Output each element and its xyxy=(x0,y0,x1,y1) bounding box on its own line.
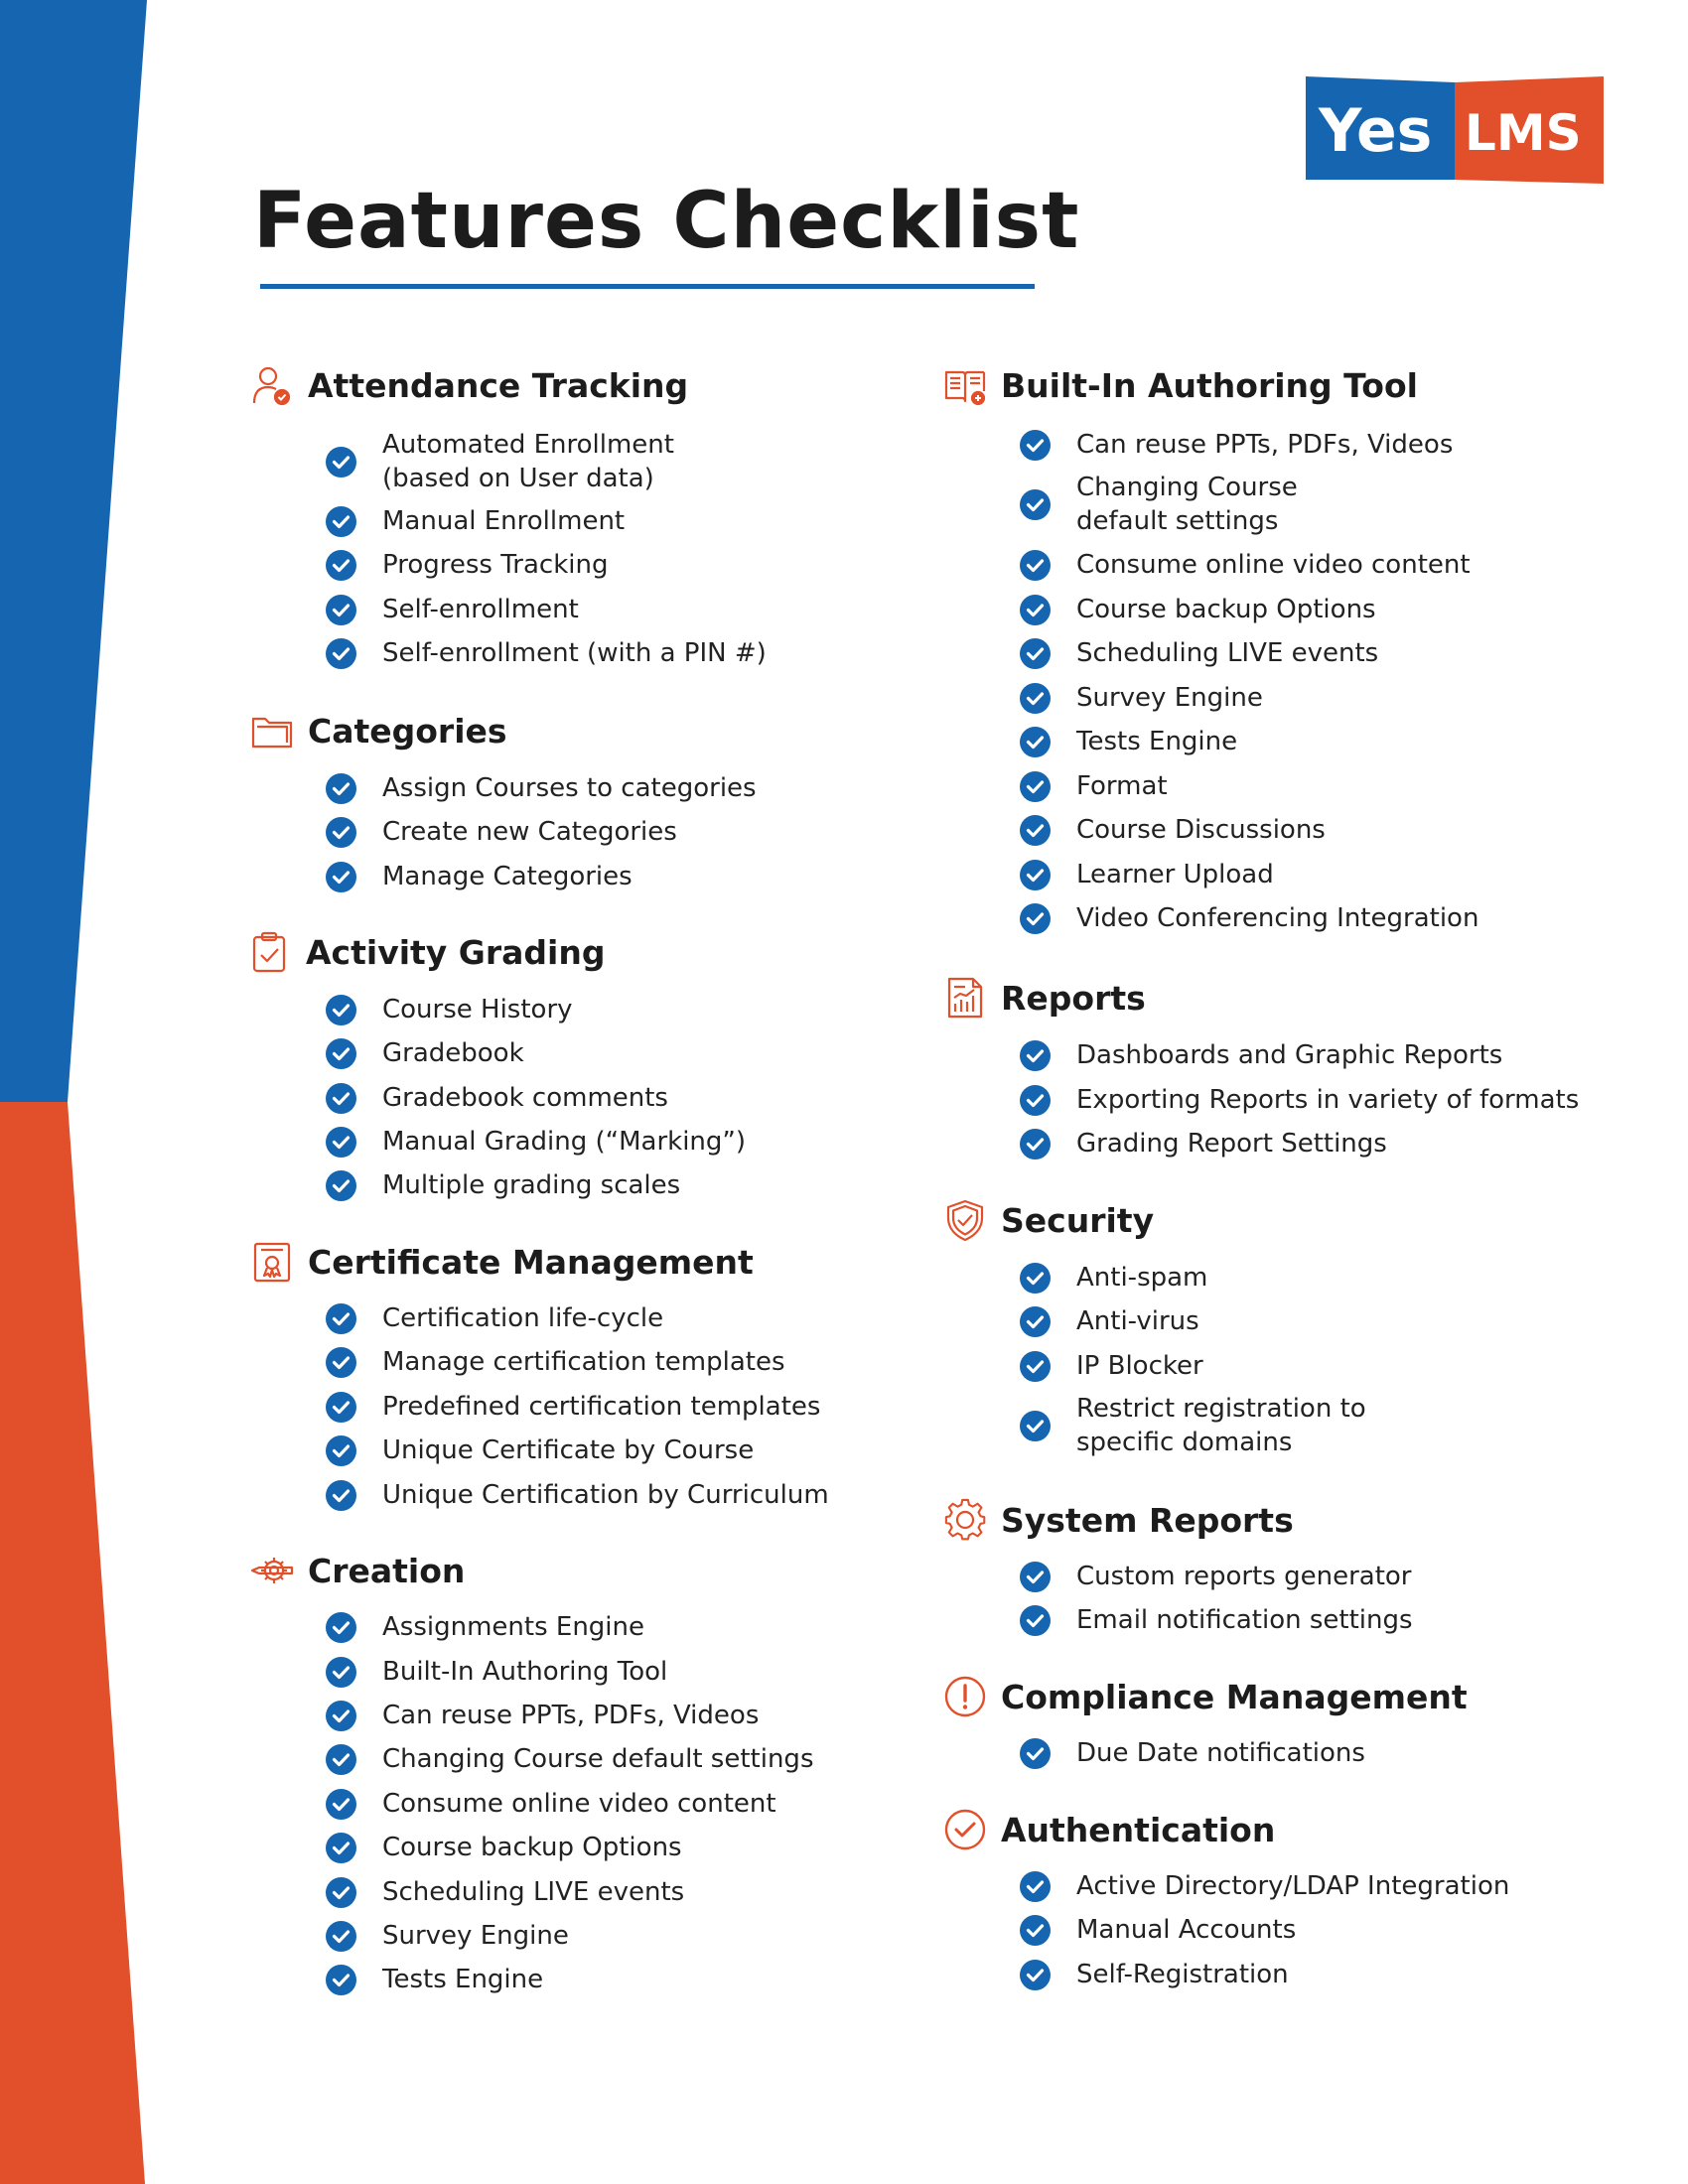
checklist-item xyxy=(326,1125,746,1159)
check-icon xyxy=(1020,903,1051,934)
checklist-item-label: Active Directory/LDAP Integration xyxy=(1076,1871,1510,1901)
section-header-categories xyxy=(250,709,507,752)
certificate-icon xyxy=(250,1240,294,1284)
section-header-authoring xyxy=(943,363,1418,407)
check-icon xyxy=(1020,1562,1051,1592)
check-icon xyxy=(326,447,356,478)
check-icon xyxy=(1020,1738,1051,1769)
checklist-item xyxy=(1020,1083,1579,1117)
check-icon xyxy=(1020,489,1051,520)
section-header-creation xyxy=(250,1549,465,1592)
check-icon xyxy=(1020,683,1051,714)
checklist-item-label: Scheduling LIVE events xyxy=(382,1877,685,1907)
checklist-item xyxy=(1020,1869,1509,1903)
checklist-item-label: Dashboards and Graphic Reports xyxy=(1076,1040,1503,1070)
check-icon xyxy=(326,1038,356,1069)
check-icon xyxy=(1020,430,1051,461)
check-icon xyxy=(1020,550,1051,581)
checklist-item-label: Built-In Authoring Tool xyxy=(382,1657,668,1687)
section-title: Security xyxy=(1001,1200,1155,1240)
check-icon xyxy=(326,1657,356,1688)
check-icon xyxy=(326,1612,356,1643)
checklist-item xyxy=(326,1301,663,1335)
checklist-item-label: Email notification settings xyxy=(1076,1605,1413,1635)
checklist-item-label: Manual Grading (“Marking”) xyxy=(382,1127,747,1157)
checklist-item-label: Learner Upload xyxy=(1076,860,1274,889)
checklist-item xyxy=(326,1036,524,1070)
checklist-item-label: Self-Registration xyxy=(1076,1960,1289,1989)
check-icon xyxy=(326,1392,356,1423)
logo-text-yes: Yes xyxy=(1319,96,1433,166)
checklist-item xyxy=(326,1655,667,1689)
checklist-item xyxy=(326,548,608,582)
checklist-item-label: Exporting Reports in variety of formats xyxy=(1076,1085,1580,1115)
checklist-item-label: Gradebook xyxy=(382,1038,524,1068)
checklist-item xyxy=(326,1963,543,1996)
checklist-item xyxy=(326,860,633,893)
checklist-item-label: Consume online video content xyxy=(382,1789,776,1819)
check-icon xyxy=(1020,1129,1051,1160)
section-title: Creation xyxy=(308,1551,466,1590)
clipboard-check-icon xyxy=(248,930,292,974)
checklist-item-label: Self-enrollment xyxy=(382,595,579,624)
check-icon xyxy=(326,1127,356,1158)
checklist-item xyxy=(1020,1304,1199,1338)
checklist-item xyxy=(326,1610,644,1644)
checklist-item xyxy=(326,1742,813,1776)
checklist-item xyxy=(1020,901,1478,935)
checklist-item-label: IP Blocker xyxy=(1076,1351,1203,1381)
checklist-item-label: Progress Tracking xyxy=(382,550,609,580)
check-icon xyxy=(326,1965,356,1995)
checklist-item-label: Assign Courses to categories xyxy=(382,773,757,803)
checklist-item xyxy=(1020,1958,1289,1991)
check-icon xyxy=(326,1701,356,1731)
checklist-item xyxy=(1020,725,1237,758)
check-icon xyxy=(326,1833,356,1863)
alert-circle-icon xyxy=(943,1675,987,1718)
check-icon xyxy=(326,995,356,1025)
checklist-item xyxy=(1020,593,1376,626)
section-header-grading xyxy=(248,930,605,974)
checklist-item-label: Multiple grading scales xyxy=(382,1170,681,1200)
page-title: Features Checklist xyxy=(253,177,1080,266)
gear-icon xyxy=(943,1498,987,1542)
check-icon xyxy=(1020,815,1051,846)
section-title: Categories xyxy=(308,711,507,751)
checklist-item xyxy=(326,428,674,495)
checklist-item-label: Anti-virus xyxy=(1076,1306,1199,1336)
checklist-item xyxy=(326,636,767,670)
checklist-item-label: Tests Engine xyxy=(1076,727,1238,756)
checklist-item-label: Manage Categories xyxy=(382,862,633,891)
checklist-item-label: Grading Report Settings xyxy=(1076,1129,1387,1159)
check-icon xyxy=(326,550,356,581)
check-icon xyxy=(326,1480,356,1511)
checklist-item-label: Changing Course default settings xyxy=(382,1744,814,1774)
checklist-item xyxy=(326,1875,684,1909)
checklist-item-label: Consume online video content xyxy=(1076,550,1471,580)
check-icon xyxy=(326,862,356,892)
check-icon xyxy=(1020,1915,1051,1946)
checklist-item-label: Manage certification templates xyxy=(382,1347,785,1377)
checklist-item-label: Can reuse PPTs, PDFs, Videos xyxy=(1076,430,1454,460)
section-title: Compliance Management xyxy=(1001,1677,1468,1716)
checklist-item-label: Video Conferencing Integration xyxy=(1076,903,1479,933)
checklist-item-label: Course History xyxy=(382,995,573,1024)
shield-check-icon xyxy=(943,1198,987,1242)
checklist-item-label: Anti-spam xyxy=(1076,1263,1208,1293)
checklist-item xyxy=(326,1345,785,1379)
logo-text-lms: LMS xyxy=(1465,104,1582,162)
checklist-item xyxy=(326,1787,776,1821)
checklist-item-label: Manual Enrollment xyxy=(382,506,626,536)
checklist-item xyxy=(1020,428,1453,462)
yeslms-logo xyxy=(1306,76,1604,186)
checklist-item-label: Survey Engine xyxy=(1076,683,1263,713)
checklist-item-label: Unique Certification by Curriculum xyxy=(382,1480,829,1510)
check-icon xyxy=(1020,1040,1051,1071)
check-icon xyxy=(1020,1871,1051,1902)
check-icon xyxy=(1020,1263,1051,1294)
checklist-item-label: Course Discussions xyxy=(1076,815,1326,845)
checklist-item xyxy=(326,993,573,1026)
checklist-item xyxy=(1020,1560,1411,1593)
checklist-item xyxy=(1020,1349,1203,1383)
check-icon xyxy=(1020,1351,1051,1382)
check-icon xyxy=(1020,595,1051,625)
folder-icon xyxy=(250,709,294,752)
checklist-item xyxy=(326,504,625,538)
checklist-item xyxy=(1020,548,1471,582)
checklist-item-label: Tests Engine xyxy=(382,1965,544,1994)
check-icon xyxy=(1020,1306,1051,1337)
section-header-attendance xyxy=(250,363,688,407)
section-header-reports xyxy=(943,976,1146,1020)
checklist-item xyxy=(326,1168,680,1202)
report-chart-icon xyxy=(943,976,987,1020)
checklist-item xyxy=(1020,858,1274,891)
check-icon xyxy=(326,1435,356,1466)
side-band-blue xyxy=(0,0,147,1102)
check-icon xyxy=(1020,1085,1051,1116)
check-icon xyxy=(326,817,356,848)
check-icon xyxy=(326,1789,356,1820)
checklist-item xyxy=(1020,1603,1413,1637)
checklist-item-label: Course backup Options xyxy=(1076,595,1376,624)
check-icon xyxy=(326,1877,356,1908)
section-header-certificate xyxy=(250,1240,754,1284)
checklist-item-label: Custom reports generator xyxy=(1076,1562,1412,1591)
section-title: Activity Grading xyxy=(306,932,606,972)
pencil-gear-icon xyxy=(250,1549,294,1592)
side-color-band xyxy=(0,0,149,2184)
check-circle-icon xyxy=(943,1808,987,1851)
section-title: Built-In Authoring Tool xyxy=(1001,365,1418,405)
check-icon xyxy=(326,1744,356,1775)
book-icon xyxy=(943,363,987,407)
checklist-item-label: Changing Course default settings xyxy=(1076,473,1298,536)
check-icon xyxy=(326,1083,356,1114)
checklist-item xyxy=(1020,1038,1502,1072)
checklist-item-label: Restrict registration to specific domains xyxy=(1076,1394,1366,1457)
title-underline xyxy=(260,284,1035,289)
check-icon xyxy=(326,638,356,669)
checklist-item-label: Due Date notifications xyxy=(1076,1738,1365,1768)
checklist-item-label: Self-enrollment (with a PIN #) xyxy=(382,638,767,668)
checklist-item xyxy=(326,1831,682,1864)
check-icon xyxy=(1020,771,1051,802)
section-title: Attendance Tracking xyxy=(308,365,689,405)
checklist-item-label: Can reuse PPTs, PDFs, Videos xyxy=(382,1701,760,1730)
checklist-item-label: Predefined certification templates xyxy=(382,1392,821,1422)
checklist-item xyxy=(1020,636,1378,670)
check-icon xyxy=(326,1170,356,1201)
checklist-item xyxy=(1020,471,1298,538)
checklist-item xyxy=(326,1699,759,1732)
checklist-item xyxy=(1020,1736,1365,1770)
checklist-item xyxy=(1020,813,1326,847)
checklist-item-label: Assignments Engine xyxy=(382,1612,644,1642)
checklist-item xyxy=(1020,1127,1387,1160)
check-icon xyxy=(1020,1411,1051,1441)
checklist-item-label: Unique Certificate by Course xyxy=(382,1435,755,1465)
checklist-item-label: Survey Engine xyxy=(382,1921,569,1951)
checklist-item-label: Gradebook comments xyxy=(382,1083,668,1113)
checklist-item xyxy=(326,815,677,849)
checklist-item-label: Scheduling LIVE events xyxy=(1076,638,1379,668)
checklist-item-label: Course backup Options xyxy=(382,1833,682,1862)
checklist-item-label: Automated Enrollment (based on User data) xyxy=(382,430,674,493)
checklist-item xyxy=(326,1390,820,1424)
check-icon xyxy=(1020,860,1051,890)
check-icon xyxy=(1020,1605,1051,1636)
section-header-system-reports xyxy=(943,1498,1294,1542)
check-icon xyxy=(1020,1960,1051,1990)
checklist-item xyxy=(326,771,757,805)
section-title: Reports xyxy=(1001,978,1146,1018)
check-icon xyxy=(1020,638,1051,669)
check-icon xyxy=(326,595,356,625)
section-header-authentication xyxy=(943,1808,1275,1851)
checklist-item xyxy=(326,1081,668,1115)
check-icon xyxy=(326,773,356,804)
section-header-security xyxy=(943,1198,1154,1242)
checklist-item xyxy=(1020,1392,1366,1459)
checklist-item-label: Create new Categories xyxy=(382,817,677,847)
side-band-orange xyxy=(0,1102,145,2184)
checklist-item-label: Certification life-cycle xyxy=(382,1303,664,1333)
section-title: Authentication xyxy=(1001,1810,1276,1849)
checklist-item-label: Manual Accounts xyxy=(1076,1915,1297,1945)
checklist-item xyxy=(1020,769,1168,803)
check-icon xyxy=(326,1921,356,1952)
checklist-item xyxy=(1020,1913,1296,1947)
check-icon xyxy=(326,1303,356,1334)
checklist-item xyxy=(326,1478,829,1512)
checklist-item xyxy=(326,1433,754,1467)
checklist-item-label: Format xyxy=(1076,771,1168,801)
section-title: System Reports xyxy=(1001,1500,1294,1540)
section-title: Certificate Management xyxy=(308,1242,754,1282)
check-icon xyxy=(326,506,356,537)
checklist-item xyxy=(326,1919,569,1953)
check-icon xyxy=(1020,727,1051,757)
user-check-icon xyxy=(250,363,294,407)
section-header-compliance xyxy=(943,1675,1468,1718)
checklist-item xyxy=(326,593,579,626)
checklist-item xyxy=(1020,1261,1207,1295)
checklist-item xyxy=(1020,681,1263,715)
check-icon xyxy=(326,1347,356,1378)
